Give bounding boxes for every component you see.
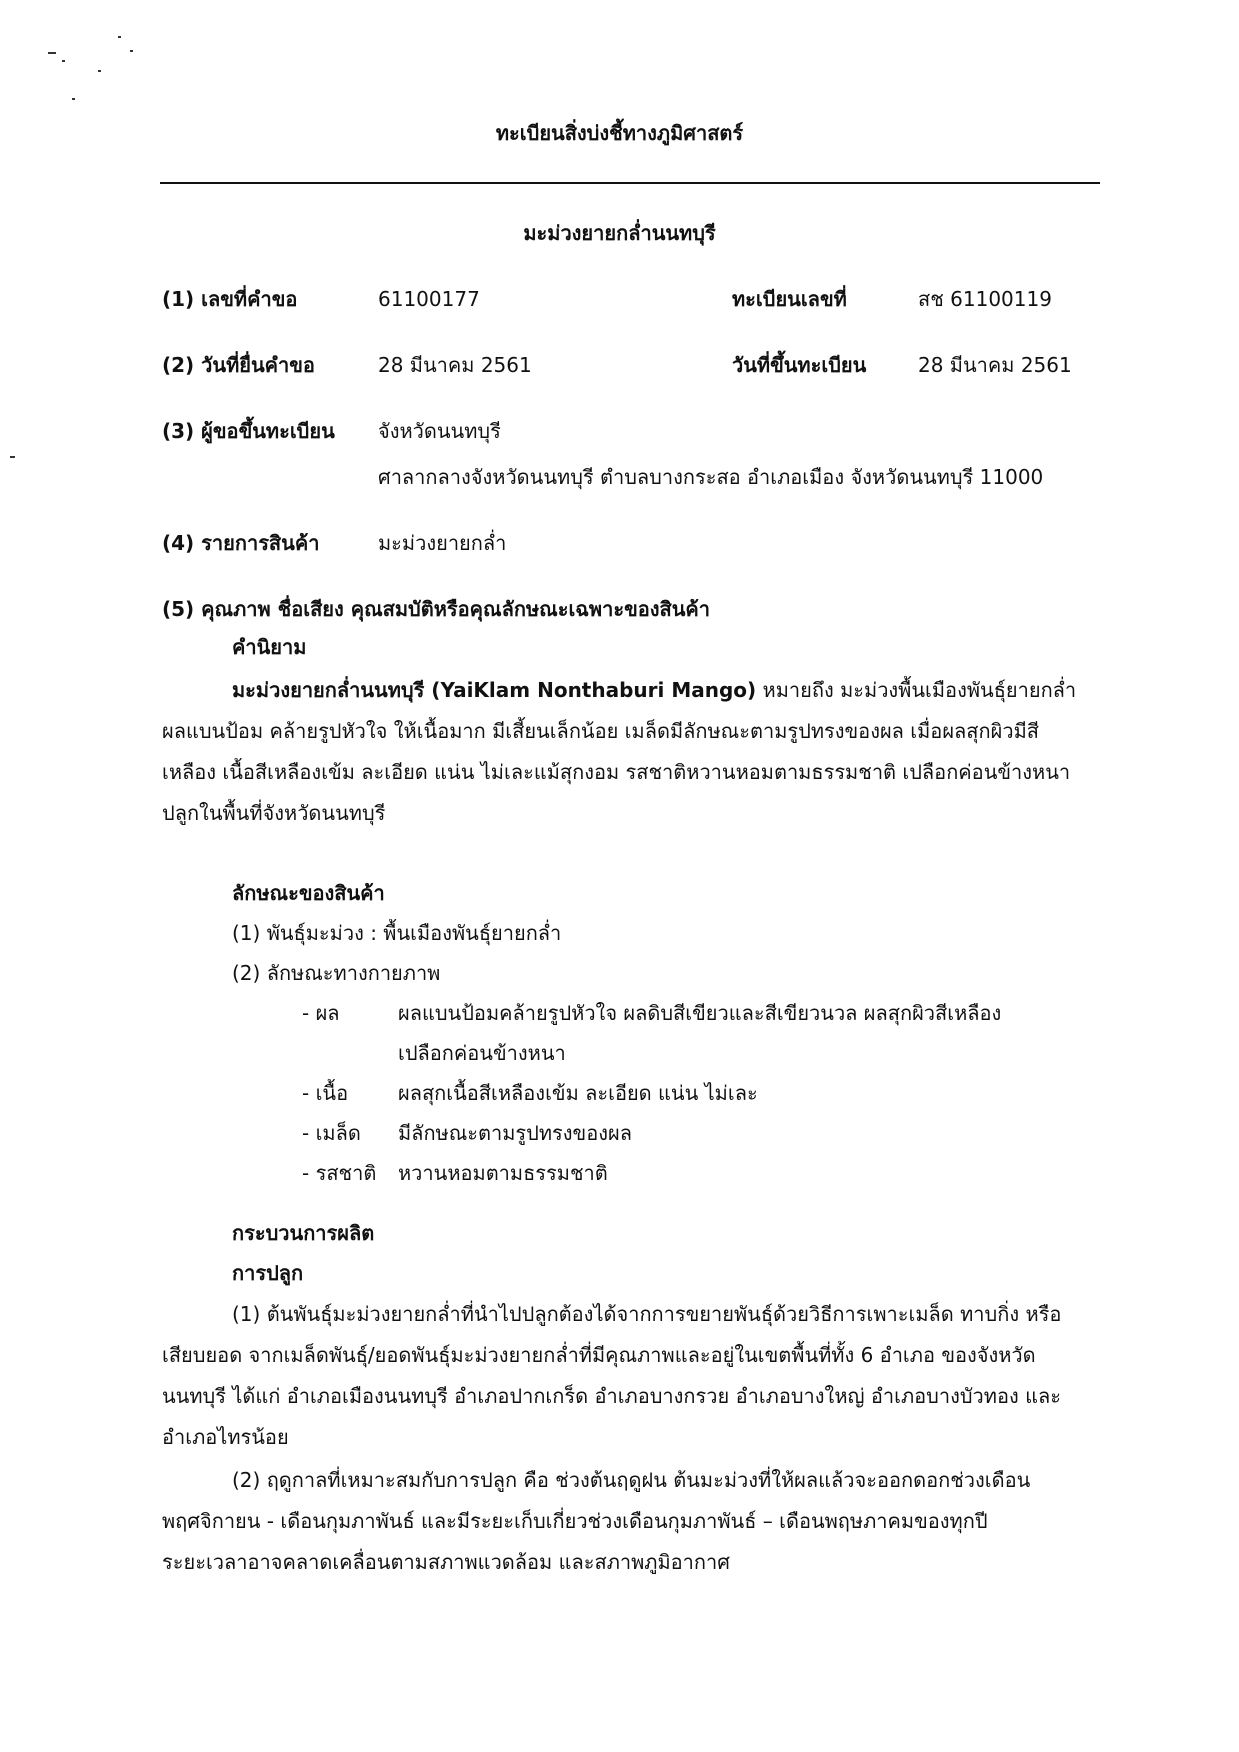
planting-p1-line-4: อำเภอไทรน้อย bbox=[162, 1425, 289, 1449]
request-number-label: (1) เลขที่คำขอ bbox=[162, 287, 298, 311]
registration-date-label: วันที่ขึ้นทะเบียน bbox=[732, 353, 867, 377]
seed-text: มีลักษณะตามรูปทรงของผล bbox=[398, 1121, 632, 1145]
product-value: มะม่วงยายกล่ำ bbox=[378, 531, 507, 555]
definition-line-2: ผลแบนป้อม คล้ายรูปหัวใจ ให้เนื้อมาก มีเสี้ยนเล็กน้อย เมล็ดมีลักษณะตามรูปทรงของผล เมื่อผลสุกผิวมีสี bbox=[162, 719, 1039, 743]
taste-label: - รสชาติ bbox=[302, 1161, 377, 1185]
definition-line-1-rest: หมายถึง มะม่วงพื้นเมืองพันธุ์ยายกล่ำ bbox=[756, 678, 1077, 702]
filing-date-value: 28 มีนาคม 2561 bbox=[378, 353, 532, 377]
taste-text: หวานหอมตามธรรมชาติ bbox=[398, 1161, 608, 1185]
definition-term: มะม่วงยายกล่ำนนทบุรี (YaiKlam Nonthaburi Mango) bbox=[232, 678, 757, 702]
planting-p2-line-1: (2) ฤดูกาลที่เหมาะสมกับการปลูก คือ ช่วงต้นฤดูฝน ต้นมะม่วงที่ให้ผลแล้วจะออกดอกช่วงเดือน bbox=[232, 1468, 1031, 1492]
heading-divider bbox=[160, 182, 1100, 184]
product-label: (4) รายการสินค้า bbox=[162, 531, 320, 555]
flesh-label: - เนื้อ bbox=[302, 1081, 349, 1105]
planting-paragraph-2 bbox=[162, 1460, 1114, 1583]
planting-p1-line-2: เสียบยอด จากเมล็ดพันธุ์/ยอดพันธุ์มะม่วงยายกล่ำที่มีคุณภาพและอยู่ในเขตพื้นที่ทั้ง 6 อำเภอ ของจังหวัด bbox=[162, 1343, 1036, 1367]
planting-p2-line-3: ระยะเวลาอาจคลาดเคลื่อนตามสภาพแวดล้อม และสภาพภูมิอากาศ bbox=[162, 1550, 730, 1574]
applicant-value: จังหวัดนนทบุรี bbox=[378, 419, 501, 443]
registration-number-label: ทะเบียนเลขที่ bbox=[732, 287, 847, 311]
production-heading: กระบวนการผลิต bbox=[232, 1221, 375, 1245]
document-subheading: มะม่วงยายกล่ำนนทบุรี bbox=[523, 221, 716, 245]
registration-date-value: 28 มีนาคม 2561 bbox=[918, 353, 1072, 377]
filing-date-label: (2) วันที่ยื่นคำขอ bbox=[162, 353, 315, 377]
definition-line-3: เหลือง เนื้อสีเหลืองเข้ม ละเอียด แน่น ไม่เละแม้สุกงอม รสชาติหวานหอมตามธรรมชาติ เปลือกค่อนข้างหนา bbox=[162, 760, 1071, 784]
definition-line-1 bbox=[162, 670, 1114, 711]
flesh-text: ผลสุกเนื้อสีเหลืองเข้ม ละเอียด แน่น ไม่เละ bbox=[398, 1081, 758, 1105]
characteristics-item-1: (1) พันธุ์มะม่วง : พื้นเมืองพันธุ์ยายกล่ำ bbox=[232, 921, 562, 945]
fruit-text-line-2: เปลือกค่อนข้างหนา bbox=[398, 1041, 566, 1065]
planting-paragraph-1 bbox=[162, 1294, 1114, 1458]
request-number-value: 61100177 bbox=[378, 287, 480, 311]
quality-section-heading: (5) คุณภาพ ชื่อเสียง คุณสมบัติหรือคุณลักษณะเฉพาะของสินค้า bbox=[162, 597, 711, 621]
definition-heading: คำนิยาม bbox=[232, 635, 307, 659]
planting-p2-line-2: พฤศจิกายน - เดือนกุมภาพันธ์ และมีระยะเก็บเกี่ยวช่วงเดือนกุมภาพันธ์ – เดือนพฤษภาคมของทุกปี bbox=[162, 1509, 988, 1533]
registration-number-value: สช 61100119 bbox=[918, 287, 1052, 311]
planting-p1-line-1: (1) ต้นพันธุ์มะม่วงยายกล่ำที่นำไปปลูกต้องได้จากการขยายพันธุ์ด้วยวิธีการเพาะเมล็ด ทาบกิ่ง หรือ bbox=[232, 1302, 1062, 1326]
applicant-address: ศาลากลางจังหวัดนนทบุรี ตำบลบางกระสอ อำเภอเมือง จังหวัดนนทบุรี 11000 bbox=[378, 465, 1044, 489]
definition-paragraph bbox=[162, 670, 1114, 834]
planting-heading: การปลูก bbox=[232, 1261, 304, 1285]
document-heading: ทะเบียนสิ่งบ่งชี้ทางภูมิศาสตร์ bbox=[495, 121, 744, 145]
fruit-label: - ผล bbox=[302, 1001, 340, 1025]
definition-line-4: ปลูกในพื้นที่จังหวัดนนทบุรี bbox=[162, 801, 386, 825]
seed-label: - เมล็ด bbox=[302, 1121, 361, 1145]
characteristics-heading: ลักษณะของสินค้า bbox=[232, 881, 385, 905]
planting-p1-line-3: นนทบุรี ได้แก่ อำเภอเมืองนนทบุรี อำเภอปากเกร็ด อำเภอบางกรวย อำเภอบางใหญ่ อำเภอบางบัวทอง และ bbox=[162, 1384, 1061, 1408]
fruit-text-line-1: ผลแบนป้อมคล้ายรูปหัวใจ ผลดิบสีเขียวและสีเขียวนวล ผลสุกผิวสีเหลือง bbox=[398, 1001, 1002, 1025]
applicant-label: (3) ผู้ขอขึ้นทะเบียน bbox=[162, 419, 335, 443]
characteristics-item-2: (2) ลักษณะทางกายภาพ bbox=[232, 961, 441, 985]
